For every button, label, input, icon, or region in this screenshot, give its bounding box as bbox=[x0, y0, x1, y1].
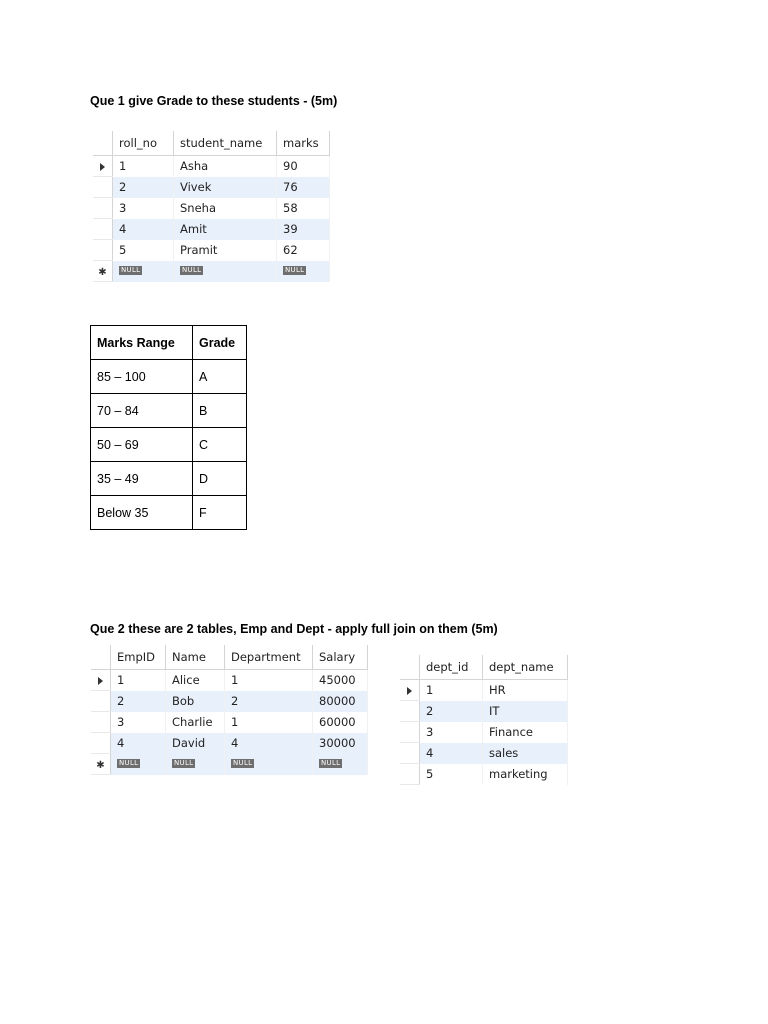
table-cell: 4 bbox=[111, 733, 166, 754]
null-badge: NULL bbox=[233, 758, 253, 767]
grade-table bbox=[90, 325, 247, 530]
table-cell: 2 bbox=[113, 177, 174, 198]
null-badge: NULL bbox=[174, 758, 194, 767]
column-header: Department bbox=[225, 645, 313, 670]
new-row-star-icon: ✱ bbox=[98, 267, 107, 278]
table-cell: Sneha bbox=[174, 198, 277, 219]
table-row bbox=[91, 394, 247, 428]
table-cell: 3 bbox=[113, 198, 174, 219]
table-row[interactable] bbox=[91, 733, 368, 754]
table-row[interactable] bbox=[93, 156, 330, 177]
table-row[interactable] bbox=[91, 670, 368, 691]
table-cell: 35 – 49 bbox=[91, 462, 193, 496]
table-cell: C bbox=[193, 428, 247, 462]
table-header-row bbox=[93, 131, 330, 156]
column-header: roll_no bbox=[113, 131, 174, 156]
table-cell: D bbox=[193, 462, 247, 496]
table-header-row bbox=[91, 645, 368, 670]
table-cell: 2 bbox=[225, 691, 313, 712]
current-row-arrow-icon bbox=[407, 687, 412, 695]
table-cell: Below 35 bbox=[91, 496, 193, 530]
table-row[interactable] bbox=[400, 743, 568, 764]
table-row bbox=[91, 462, 247, 496]
dept-table bbox=[400, 655, 568, 785]
table-cell: HR bbox=[483, 680, 568, 701]
null-badge: NULL bbox=[321, 758, 341, 767]
null-badge: NULL bbox=[121, 265, 141, 274]
table-row[interactable] bbox=[93, 219, 330, 240]
emp-table bbox=[91, 645, 368, 775]
table-cell: 4 bbox=[420, 743, 483, 764]
table-row[interactable] bbox=[93, 198, 330, 219]
column-header: marks bbox=[277, 131, 330, 156]
students-table bbox=[93, 131, 330, 282]
table-cell: 58 bbox=[277, 198, 330, 219]
table-cell: 5 bbox=[113, 240, 174, 261]
table-row[interactable] bbox=[400, 764, 568, 785]
table-cell: 85 – 100 bbox=[91, 360, 193, 394]
table-cell: A bbox=[193, 360, 247, 394]
table-row[interactable] bbox=[91, 712, 368, 733]
table-cell: Vivek bbox=[174, 177, 277, 198]
table-cell: 4 bbox=[113, 219, 174, 240]
null-badge: NULL bbox=[285, 265, 305, 274]
table-row[interactable] bbox=[91, 691, 368, 712]
table-header-row bbox=[400, 655, 568, 680]
table-cell: 1 bbox=[111, 670, 166, 691]
question-1-title: Que 1 give Grade to these students - (5m) bbox=[90, 94, 338, 108]
table-cell: 4 bbox=[225, 733, 313, 754]
null-badge: NULL bbox=[182, 265, 202, 274]
table-cell: Alice bbox=[166, 670, 225, 691]
table-cell: 1 bbox=[225, 670, 313, 691]
column-header: dept_id bbox=[420, 655, 483, 680]
table-cell: Asha bbox=[174, 156, 277, 177]
column-header: Grade bbox=[193, 326, 247, 360]
table-cell: marketing bbox=[483, 764, 568, 785]
table-cell: F bbox=[193, 496, 247, 530]
table-cell: 45000 bbox=[313, 670, 368, 691]
null-badge: NULL bbox=[119, 758, 139, 767]
table-cell: 1 bbox=[113, 156, 174, 177]
table-row[interactable] bbox=[400, 722, 568, 743]
table-cell: 1 bbox=[420, 680, 483, 701]
table-cell: 30000 bbox=[313, 733, 368, 754]
table-cell: Bob bbox=[166, 691, 225, 712]
table-cell: 70 – 84 bbox=[91, 394, 193, 428]
table-cell: 1 bbox=[225, 712, 313, 733]
table-header-row bbox=[91, 326, 247, 360]
table-cell: sales bbox=[483, 743, 568, 764]
column-header: EmpID bbox=[111, 645, 166, 670]
current-row-arrow-icon bbox=[98, 677, 103, 685]
table-row[interactable] bbox=[400, 680, 568, 701]
table-cell: Pramit bbox=[174, 240, 277, 261]
table-cell: David bbox=[166, 733, 225, 754]
table-cell: 50 – 69 bbox=[91, 428, 193, 462]
table-cell: 3 bbox=[420, 722, 483, 743]
table-cell: 39 bbox=[277, 219, 330, 240]
column-header: Salary bbox=[313, 645, 368, 670]
table-cell: Amit bbox=[174, 219, 277, 240]
table-row bbox=[91, 428, 247, 462]
table-cell: Finance bbox=[483, 722, 568, 743]
column-header: dept_name bbox=[483, 655, 568, 680]
table-cell: Charlie bbox=[166, 712, 225, 733]
table-cell: 76 bbox=[277, 177, 330, 198]
table-cell: 2 bbox=[111, 691, 166, 712]
table-cell: 90 bbox=[277, 156, 330, 177]
table-cell: 2 bbox=[420, 701, 483, 722]
table-row bbox=[91, 496, 247, 530]
table-row[interactable] bbox=[400, 701, 568, 722]
column-header: Name bbox=[166, 645, 225, 670]
table-cell: B bbox=[193, 394, 247, 428]
column-header: Marks Range bbox=[91, 326, 193, 360]
table-cell: 60000 bbox=[313, 712, 368, 733]
table-cell: 80000 bbox=[313, 691, 368, 712]
table-cell: 3 bbox=[111, 712, 166, 733]
new-row[interactable] bbox=[91, 754, 368, 775]
table-row[interactable] bbox=[93, 240, 330, 261]
current-row-arrow-icon bbox=[100, 163, 105, 171]
new-row-star-icon: ✱ bbox=[96, 760, 105, 771]
table-cell: IT bbox=[483, 701, 568, 722]
question-2-title: Que 2 these are 2 tables, Emp and Dept - apply full join on them (5m) bbox=[90, 622, 498, 636]
table-row bbox=[91, 360, 247, 394]
table-row[interactable] bbox=[93, 177, 330, 198]
column-header: student_name bbox=[174, 131, 277, 156]
new-row[interactable] bbox=[93, 261, 330, 282]
table-cell: 62 bbox=[277, 240, 330, 261]
table-cell: 5 bbox=[420, 764, 483, 785]
